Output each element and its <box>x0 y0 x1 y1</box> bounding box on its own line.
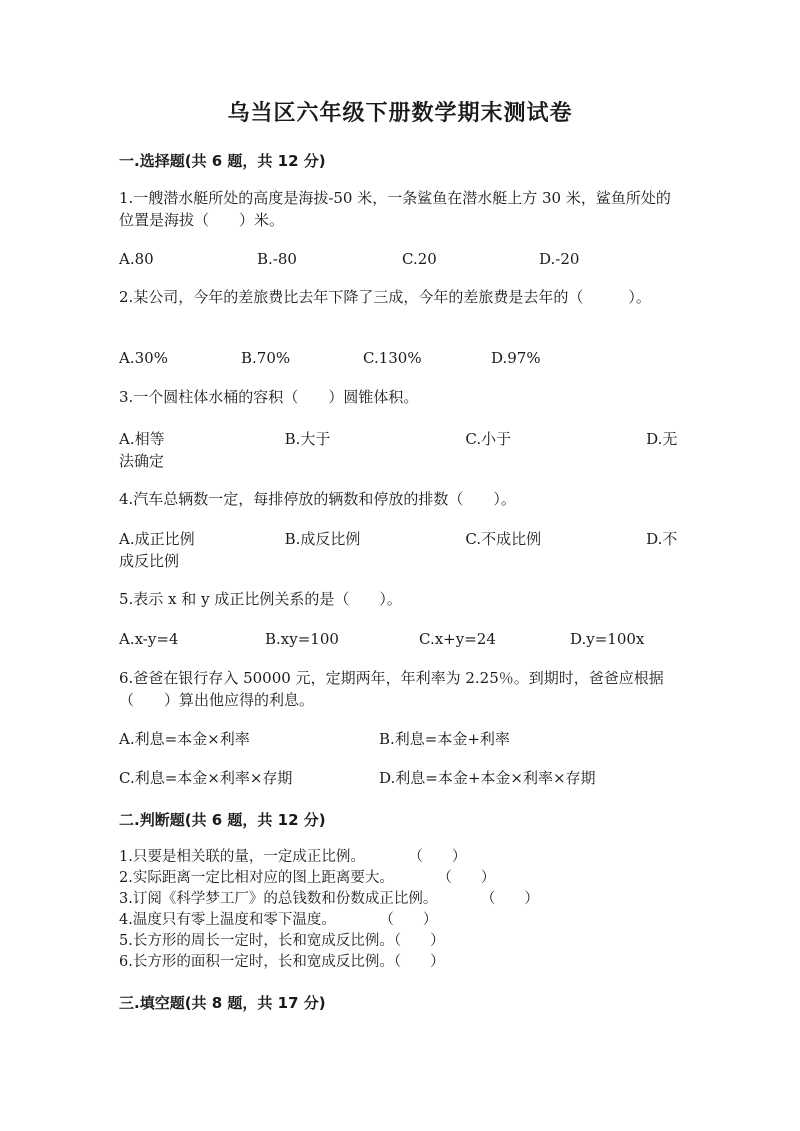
option-a[interactable]: A.利息=本金×利率 <box>119 730 250 748</box>
option-a[interactable]: A.x-y=4 <box>119 630 179 648</box>
judge-item-4: 4.温度只有零上温度和零下温度。 （ ） <box>119 912 438 928</box>
page-title: 乌当区六年级下册数学期末测试卷 <box>227 101 573 126</box>
section-heading-fill: 三.填空题(共 8 题，共 17 分) <box>119 994 326 1012</box>
question-2: 2.某公司，今年的差旅费比去年下降了三成，今年的差旅费是去年的（ ）。 <box>119 288 651 306</box>
section-heading-judge: 二.判断题(共 6 题，共 12 分) <box>119 811 326 829</box>
option-c[interactable]: C.20 <box>402 250 437 268</box>
option-a[interactable]: A.80 <box>119 250 154 268</box>
judge-item-5: 5.长方形的周长一定时，长和宽成反比例。（ ） <box>119 933 445 949</box>
judge-item-6: 6.长方形的面积一定时，长和宽成反比例。（ ） <box>119 954 445 970</box>
question-4: 4.汽车总辆数一定，每排停放的辆数和停放的排数（ ）。 <box>119 490 516 508</box>
question-5-options <box>119 628 681 650</box>
question-1-options <box>119 248 681 270</box>
judge-item-2: 2.实际距离一定比相对应的图上距离要大。 （ ） <box>119 870 496 886</box>
question-3: 3.一个圆柱体水桶的容积（ ）圆锥体积。 <box>119 388 419 406</box>
section-heading-choice: 一.选择题(共 6 题，共 12 分) <box>119 152 326 170</box>
option-b[interactable]: B.利息=本金+利率 <box>379 730 510 748</box>
question-6-options-row1 <box>119 728 681 750</box>
question-6: 6.爸爸在银行存入 50000 元，定期两年，年利率为 2.25％。到期时，爸爸应根据（ ）算出他应得的利息。 <box>119 669 664 709</box>
option-a[interactable]: A.30% <box>119 349 168 367</box>
question-4-options[interactable]: A.成正比例 B.成反比例 C.不成比例 D.不成反比例 <box>119 530 678 570</box>
option-b[interactable]: B.xy=100 <box>265 630 339 648</box>
option-d[interactable]: D.y=100x <box>570 630 645 648</box>
option-c[interactable]: C.130% <box>363 349 422 367</box>
option-d[interactable]: D.97% <box>491 349 541 367</box>
judge-item-3: 3.订阅《科学梦工厂》的总钱数和份数成正比例。 （ ） <box>119 891 539 907</box>
option-b[interactable]: B.-80 <box>257 250 297 268</box>
question-6-options-row2 <box>119 767 681 789</box>
option-c[interactable]: C.利息=本金×利率×存期 <box>119 769 293 787</box>
question-5: 5.表示 x 和 y 成正比例关系的是（ ）。 <box>119 590 402 608</box>
question-2-options <box>119 347 681 369</box>
question-3-options[interactable]: A.相等 B.大于 C.小于 D.无法确定 <box>119 430 678 470</box>
option-b[interactable]: B.70% <box>241 349 291 367</box>
option-d[interactable]: D.利息=本金+本金×利率×存期 <box>379 769 596 787</box>
question-1: 1.一艘潜水艇所处的高度是海拔-50 米，一条鲨鱼在潜水艇上方 30 米，鲨鱼所处的位置是海拔（ ）米。 <box>119 189 671 229</box>
option-d[interactable]: D.-20 <box>539 250 580 268</box>
option-c[interactable]: C.x+y=24 <box>419 630 496 648</box>
judge-item-1: 1.只要是相关联的量，一定成正比例。 （ ） <box>119 849 467 865</box>
